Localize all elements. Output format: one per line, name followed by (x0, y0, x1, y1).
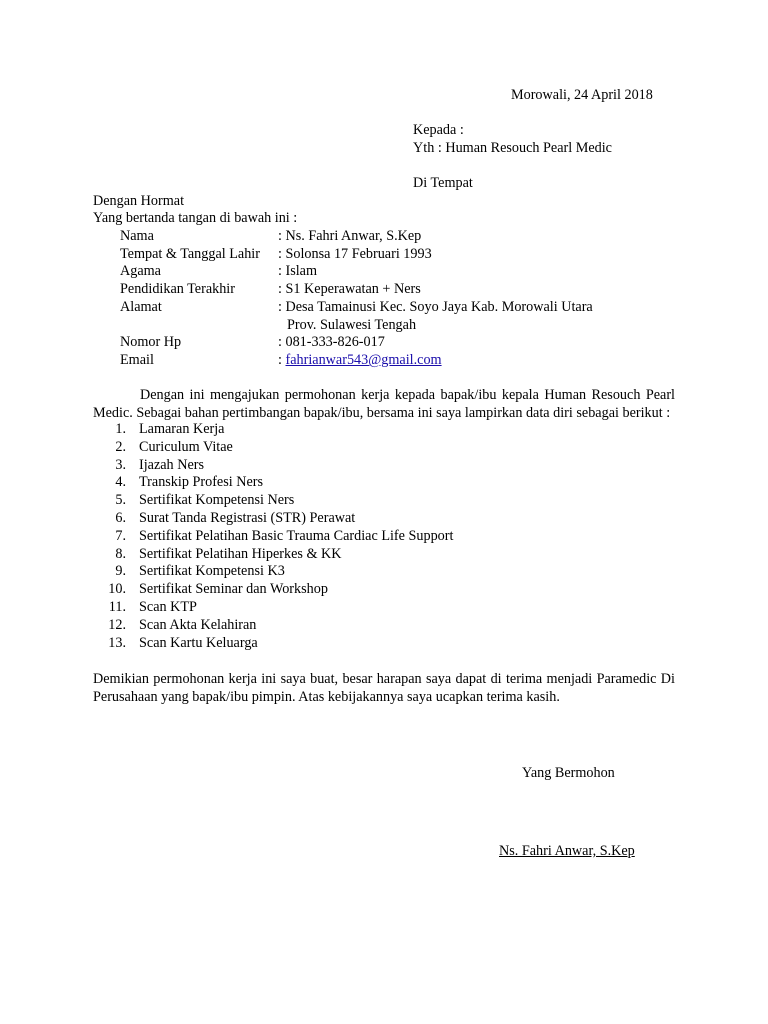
list-text: Sertifikat Pelatihan Basic Trauma Cardiac Life Support (139, 527, 454, 544)
list-text: Sertifikat Pelatihan Hiperkes & KK (139, 545, 342, 562)
list-text: Scan KTP (139, 598, 197, 615)
list-text: Sertifikat Kompetensi K3 (139, 563, 285, 580)
closing-paragraph-line: Perusahaan yang bapak/ibu pimpin. Atas kebijakannya saya ucapkan terima kasih. (93, 688, 560, 705)
identity-value: : S1 Keperawatan + Ners (278, 281, 421, 297)
identity-label: Pendidikan Terakhir (120, 281, 235, 297)
list-text: Ijazah Ners (139, 456, 204, 473)
closing-paragraph-line: Demikian permohonan kerja ini saya buat, besar harapan saya dapat di terima menjadi Paramedic Di (93, 671, 675, 687)
list-number: 5. (115, 492, 126, 509)
identity-value: : Ns. Fahri Anwar, S.Kep (278, 228, 422, 244)
signature-name: Ns. Fahri Anwar, S.Kep (499, 843, 635, 859)
identity-value: : 081-333-826-017 (278, 334, 385, 350)
recipient-kepada: Kepada : (413, 122, 464, 138)
identity-label: Alamat (120, 299, 162, 315)
closing-paragraph (93, 671, 675, 707)
list-text: Sertifikat Kompetensi Ners (139, 492, 295, 509)
list-number: 4. (115, 474, 126, 491)
identity-value (278, 352, 442, 369)
email-prefix: : (278, 352, 286, 368)
identity-value: : Desa Tamainusi Kec. Soyo Jaya Kab. Morowali Utara (278, 299, 593, 315)
list-number: 10. (108, 581, 126, 598)
identity-label: Tempat & Tanggal Lahir (120, 246, 260, 262)
list-number: 1. (115, 421, 126, 437)
list-number: 6. (115, 509, 126, 526)
list-number: 7. (115, 527, 126, 544)
list-number: 9. (115, 563, 126, 580)
list-number: 13. (108, 634, 126, 651)
list-text: Transkip Profesi Ners (139, 474, 264, 491)
list-number: 12. (108, 616, 126, 633)
identity-label: Nomor Hp (120, 334, 182, 350)
list-text: Curiculum Vitae (139, 438, 233, 455)
list-text: Lamaran Kerja (139, 421, 225, 437)
list-text: Scan Kartu Keluarga (139, 634, 258, 651)
list-text: Scan Akta Kelahiran (139, 616, 257, 633)
list-text: Surat Tanda Registrasi (STR) Perawat (139, 509, 356, 526)
body-paragraph-line: Medic. Sebagai bahan pertimbangan bapak/ibu, bersama ini saya lampirkan data diri sebagai berikut : (93, 404, 671, 421)
list-number: 3. (115, 456, 126, 473)
email-link[interactable]: fahrianwar543@gmail.com (285, 352, 442, 368)
identity-value: : Islam (278, 263, 318, 279)
identity-value-continued: Prov. Sulawesi Tengah (287, 317, 417, 333)
body-paragraph (93, 387, 675, 423)
recipient-di-tempat: Di Tempat (413, 175, 473, 191)
place-date: Morowali, 24 April 2018 (511, 87, 653, 103)
identity-label: Agama (120, 263, 161, 279)
list-text: Sertifikat Seminar dan Workshop (139, 581, 328, 598)
recipient-yth: Yth : Human Resouch Pearl Medic (413, 140, 612, 156)
identity-value: : Solonsa 17 Februari 1993 (278, 246, 432, 262)
list-number: 2. (115, 438, 126, 455)
salutation: Dengan Hormat (93, 193, 185, 209)
body-paragraph-line: Dengan ini mengajukan permohonan kerja kepada bapak/ibu kepala Human Resouch Pearl (140, 387, 675, 403)
list-number: 11. (108, 598, 126, 615)
identity-label: Email (120, 352, 154, 368)
identity-label: Nama (120, 228, 154, 244)
signature-closing: Yang Bermohon (522, 765, 615, 781)
list-number: 8. (115, 545, 126, 562)
intro-line: Yang bertanda tangan di bawah ini : (93, 210, 298, 226)
